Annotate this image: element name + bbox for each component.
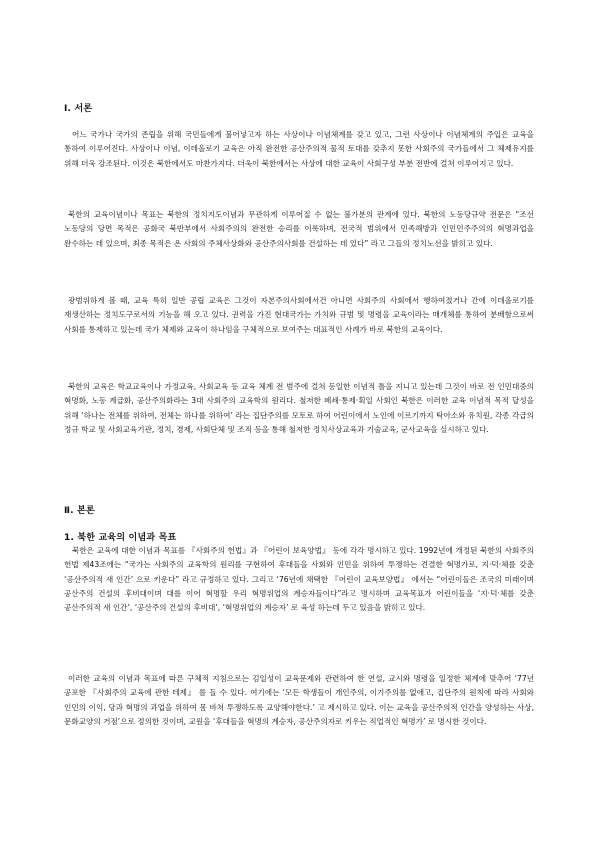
subsection-heading: 1. 북한 교육의 이념과 목표	[64, 533, 177, 543]
paragraph-intro-3: 광범위하게 볼 때, 교육 특히 일반 공립 교육은 그것이 자본주의사회에서건 아니면 사회주의 사회에서 행하여졌거나 간에 이데올로기를 재생산하는 정치도구로서의 기능을 해 오고 있다. 권력을 가진 현대국가는 가치와 규범 및 명령을 교육이라는 매개체를 통하여 분배함으로써 사회를 통제하고 있는데 국가 체제와 교육이 하나임을 구체적으로 보여주는 대표적인 사례가 바로 북한의 교육이다.	[64, 296, 534, 334]
paragraph-body-2: 이러한 교육의 이념과 목표에 따른 구체적 지침으로는 김일성이 교육문제와 관련하여 한 연설, 교시와 명령을 일정한 체계에 맞추어 ‘77년 공포한 『사회주의 교육에 관한 테제』 를 들 수 있다. 여기에는 ‘모든 학생들이 개인주의, 이기주의를 없애고, 집단주의 원칙에 따라 사회와 인민의 이익, 당과 혁명의 과업을 위하여 몸 바쳐 투쟁하도록 교양해야한다.’ 고 제시하고 있다. 이는 교육을 공산주의적 인간을 양성하는 사상, 문화교양의 거점’으로 정의한 것이며, 교원을 ‘후대들을 혁명의 계승자, 공산주의자로 키우는 직업적인 혁명가’ 로 명시한 것이다.	[64, 674, 534, 726]
paragraph-intro-2: 북한의 교육이념이나 목표는 북한의 정치지도이념과 무관하게 이루어질 수 없는 불가분의 관계에 있다. 북한의 노동당규약 전문은 “조선 노동당의 당면 목적은 공화국 북반부에서 사회주의의 완전한 승리를 이룩하며, 전국적 범위에서 민족해방과 인민민주주의의 혁명과업을 완수하는 데 있으며, 최종 목적은 온 사회의 주체사상화와 공산주의사회를 건설하는 데 있다” 라고 그들의 정치노선을 밝히고 있다.	[64, 210, 534, 248]
section-heading-introduction: Ⅰ. 서론	[64, 104, 93, 114]
paragraph-body-1: 북한은 교육에 대한 이념과 목표를 『사회주의 헌법』과 『어린이 보육양법』 등에 각각 명시하고 있다. 1992년에 개정된 북한의 사회주의 헌법 제43조에는 “국가는 사회주의 교육학의 원리를 구현하여 후대들을 사회와 인민을 위하여 투쟁하는 견결한 혁명가로, 지·덕·체를 갖춘 ‘공산주의적 새 인간’ 으로 키운다” 라고 규정하고 있다. 그리고 ‘76년에 채택한 『어린이 교육보양법』 에서는 “어린이들은 조국의 미래이며 공산주의 건설의 후비대이며 대를 이어 혁명할 우리 혁명위업의 계승자들이다”라고 명시하며 교육목표가 어린이들을 ‘지·덕·체를 갖춘 공산주의적 새 인간’, ‘공산주의 건설의 후비대’, ‘혁명위업의 계승자’ 로 육성 하는데 두고 있음을 밝히고 있다.	[64, 546, 534, 613]
paragraph-intro-1: 어느 국가나 국가의 존립을 위해 국민들에게 불어넣고자 하는 사상이나 이념체계를 갖고 있고, 그런 사상이나 이념체계의 주입은 교육을 통하여 이루어진다. 사상이나 이념, 이데올로기 교육은 아직 완전한 공산주의적 물적 토대를 갖추지 못한 사회주의 국가들에서 그 체제유지를 위해 더욱 강조된다. 이것은 북한에서도 마찬가지다. 더욱이 북한에서는 사상에 대한 교육이 사회구성 부분 전반에 걸쳐 이루어지고 있다.	[64, 130, 534, 168]
paragraph-intro-4: 북한의 교육은 학교교육이나 가정교육, 사회교육 등 교육 체계 전 범주에 걸쳐 동일한 이념적 틀을 지니고 있는데 그것이 바로 전 인민대중의 혁명화, 노동 계급화, 공산주의화라는 3대 사회주의 교육학의 원리다. 철저한 폐쇄·통제·획일 사회인 북한은 이러한 교육 이념적 목적 달성을 위해 ‘하나는 전체를 위하여, 전체는 하나를 위하여’ 라는 집단주의를 모토로 하여 어린이에서 노인에 이르기까지 탁아소와 유치원, 각종 각급의 정규 학교 및 사회교육기관, 정치, 경제, 사회단체 및 조직 등을 통해 철저한 정치사상교육과 기술교육, 군사교육을 실시하고 있다.	[64, 382, 534, 434]
section-heading-body: Ⅱ. 본론	[64, 506, 95, 516]
